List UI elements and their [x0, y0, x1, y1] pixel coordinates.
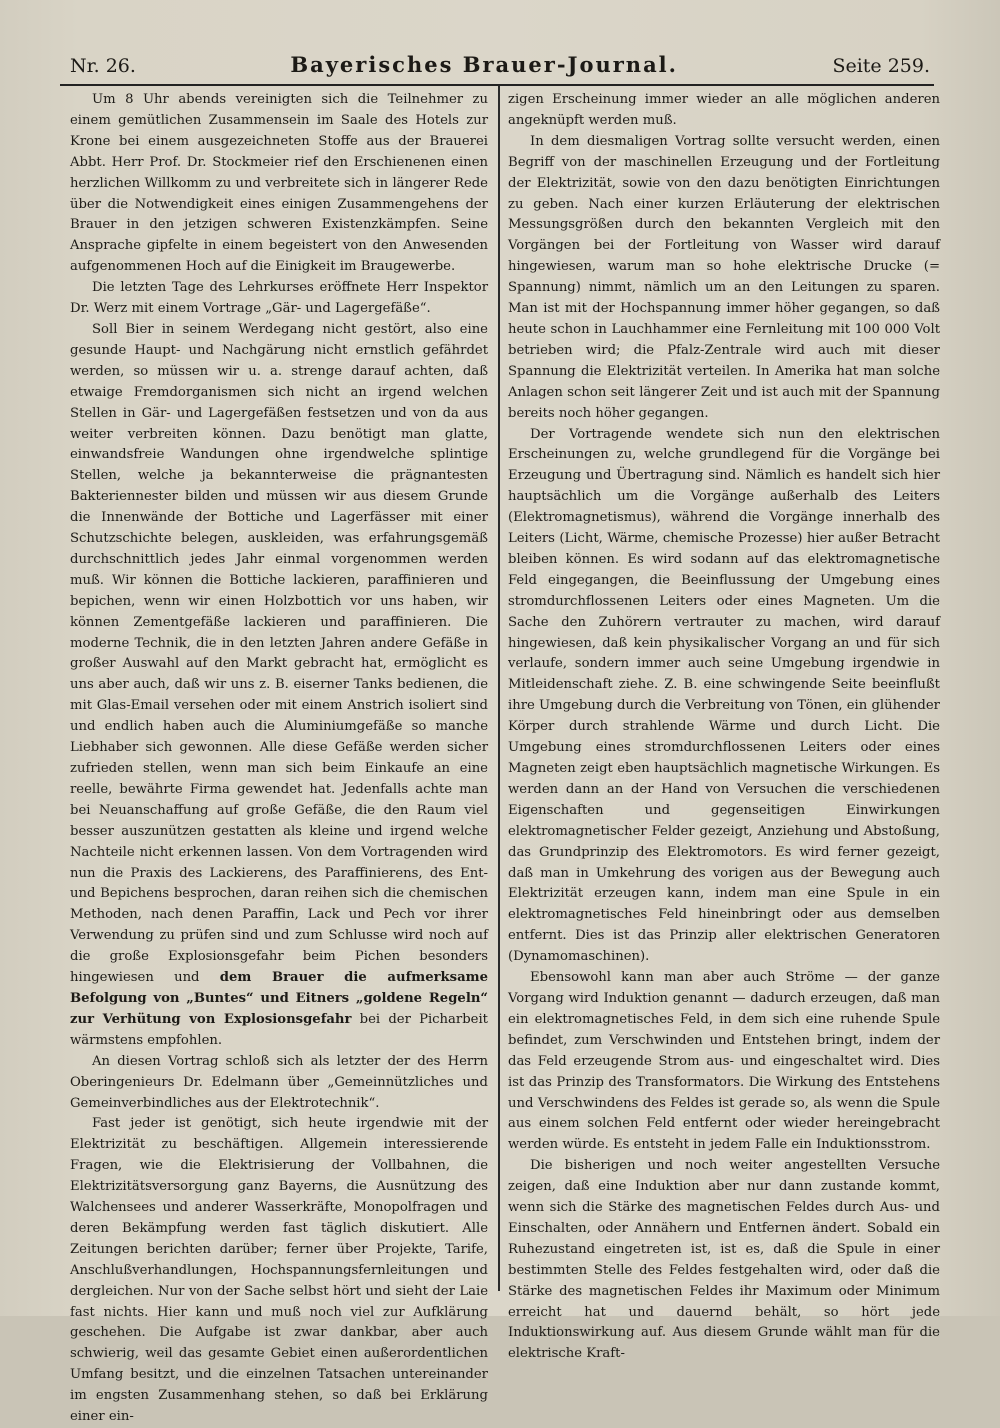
- paragraph: Um 8 Uhr abends vereinigten sich die Teilnehmer zu einem gemütlichen Zusammensein im Saale des Hotels zur Krone bei einem ausgezeichneten Stoffe aus der Brauerei Abbt. Herr Prof. Dr. Stockmeier rief den Erschienenen einen herzlichen Willkomm zu und verbreitete sich in längerer Rede über die Notwendigkeit eines einigen Zusammengehens der Brauer in den jetzigen schweren Existenzkämpfen. Seine Ansprache gipfelte in einem begeistert von den Anwesenden aufgenommenen Hoch auf die Einigkeit im Braugewerbe.: [70, 92, 488, 275]
- paragraph: [70, 320, 488, 1052]
- paragraph: zigen Erscheinung immer wieder an alle möglichen anderen angeknüpft werden muß.: [508, 92, 940, 128]
- paragraph: Fast jeder ist genötigt, sich heute irgendwie mit der Elektrizität zu beschäftigen. Allgemein interessierende Fragen, wie die Elektrisierung der Vollbahnen, die Elektrizitätsversorgung ganz Bayerns, die Ausnützung des Walchensees und anderer Wasserkräfte, Monopolfragen und deren Bekämpfung werden fast täglich diskutiert. Alle Zeitungen berichten darüber; ferner über Projekte, Tarife, Anschlußverhandlungen, Hochspannungsfernleitungen und dergleichen. Nur von der Sache selbst hört und sieht der Laie fast nichts. Hier kann und muß noch viel zur Aufklärung geschehen. Die Aufgabe ist zwar dankbar, aber auch schwierig, weil das gesamte Gebiet einen außerordentlichen Umfang besitzt, und die einzelnen Tatsachen untereinander im engsten Zusammenhang stehen, so daß bei Erklärung einer ein-: [70, 1116, 488, 1425]
- paragraph: Ebensowohl kann man aber auch Ströme — der ganze Vorgang wird Induktion genannt — dadurch erzeugen, daß man ein elektromagnetisches Feld, in dem sich eine ruhende Spule befindet, zum Verschwinden und Entstehen bringt, indem der das Feld erzeugende Strom aus- und eingeschaltet wird. Dies ist das Prinzip des Transformators. Die Wirkung des Entstehens und Verschwindens des Feldes ist gerade so, als wenn die Spule aus einem solchen Feld entfernt oder wieder hereingebracht werden würde. Es entsteht in jedem Falle ein Induktionsstrom.: [508, 970, 940, 1153]
- journal-title: Bayerisches Brauer-Journal.: [290, 52, 678, 77]
- paragraph: Der Vortragende wendete sich nun den elektrischen Erscheinungen zu, welche grundlegend für die Vorgänge bei Erzeugung und Übertragung sind. Nämlich es handelt sich hier hauptsächlich um die Vorgänge außerhalb des Leiters (Elektromagnetismus), während die Vorgänge innerhalb des Leiters (Licht, Wärme, chemische Prozesse) hier außer Betracht bleiben können. Es wird sodann auf das elektromagnetische Feld eingegangen, die Beeinflussung der Umgebung eines stromdurchflossenen Leiters oder eines Magneten. Um die Sache den Zuhörern vertrauter zu machen, wird darauf hingewiesen, daß kein physikalischer Vorgang an und für sich verlaufe, sondern immer auch seine Umgebung irgendwie in Mitleidenschaft ziehe. Z. B. eine schwingende Seite beeinflußt ihre Umgebung durch die Verbreitung von Tönen, ein glühender Körper durch strahlende Wärme und durch Licht. Die Umgebung eines stromdurchflossenen Leiters oder eines Magneten zeigt eben hauptsächlich magnetische Wirkungen. Es werden dann an der Hand von Versuchen die verschiedenen Eigenschaften und gegenseitigen Einwirkungen elektromagnetischer Felder gezeigt, Anziehung und Abstoßung, das Grundprinzip des Elektromotors. Es wird ferner gezeigt, daß man in Umkehrung des vorigen aus der Bewegung auch Elektrizität erzeugen kann, indem man eine Spule in ein elektromagnetisches Feld hineinbringt oder aus demselben entfernt. Dies ist das Prinzip aller elektrischen Generatoren (Dynamomaschinen).: [508, 426, 940, 965]
- paragraph-text: Soll Bier in seinem Werdegang nicht gestört, also eine gesunde Haupt- und Nachgärung nicht ernstlich gefährdet werden, so müssen wir u. a. strenge darauf achten, daß etwaige Fremdorganismen sich nicht an irgend welchen Stellen in Gär- und Lagergefäßen festsetzen und von da aus weiter verbreiten können. Dazu benötigt man glatte, einwandsfreie Wandungen ohne irgendwelche splintige Stellen, welche ja bekannterweise die prägnantesten Bakteriennester bilden und müssen wir aus diesem Grunde die Innenwände der Bottiche und Lagerfässer mit einer Schutzschichte belegen, auskleiden, was erfahrungsgemäß durchschnittlich jedes Jahr einmal vorgenommen werden muß. Wir können die Bottiche lackieren, paraffinieren und bepichen, wenn wir einen Holzbottich vor uns haben, wir können Zementgefäße lackieren und paraffinieren. Die moderne Technik, die in den letzten Jahren andere Gefäße in großer Auswahl auf den Markt gebracht hat, ermöglicht es uns aber auch, daß wir uns z. B. eiserner Tanks bedienen, die mit Glas-Email versehen oder mit einem Anstrich isoliert sind und endlich haben auch die Aluminiumgefäße so manche Liebhaber sich gewonnen. Alle diese Gefäße werden sicher zufrieden stellen, wenn man sich beim Einkaufe an eine reelle, bewährte Firma gewendet hat. Jedenfalls achte man bei Neuanschaffung auf große Gefäße, die den Raum viel besser auszunützen gestatten als kleine und irgend welche Nachteile nicht erkennen lassen. Von dem Vortragenden wird nun die Praxis des Lackierens, des Paraffinierens, des Ent- und Bepichens besprochen, daran reihen sich die chemischen Methoden, nach denen Paraffin, Lack und Pech vor ihrer Verwendung zu prüfen sind und zum Schlusse wird noch auf die große Explosionsgefahr beim Pichen besonders hingewiesen und: [70, 321, 488, 986]
- right-column: [508, 90, 940, 1365]
- page-header: [70, 52, 930, 82]
- header-rule: [60, 84, 934, 86]
- issue-number: Nr. 26.: [70, 55, 136, 77]
- paragraph: In dem diesmaligen Vortrag sollte versucht werden, einen Begriff von der maschinellen Erzeugung und der Fortleitung der Elektrizität, sowie von den dazu benötigten Einrichtungen zu geben. Nach einer kurzen Erläuterung der elektrischen Messungsgrößen durch den bekannten Vergleich mit den Vorgängen bei der Fortleitung von Wasser wird darauf hingewiesen, warum man so hohe elektrische Drucke (= Spannung) nimmt, nämlich um an den Leitungen zu sparen. Man ist mit der Hochspannung immer höher gegangen, so daß heute schon in Lauchhammer eine Fernleitung mit 100 000 Volt betrieben wird; die Pfalz-Zentrale wird auch mit dieser Spannung die Elektrizität verteilen. In Amerika hat man solche Anlagen schon seit längerer Zeit und ist auch mit der Spannung bereits noch höher gegangen.: [508, 133, 940, 421]
- paragraph: An diesen Vortrag schloß sich als letzter der des Herrn Oberingenieurs Dr. Edelmann über „Gemeinnützliches und Gemeinverbindliches aus der Elektrotechnik“.: [70, 1053, 488, 1111]
- bold-text: dem Brauer die aufmerksame Befolgung von „Buntes“ und Eitners „goldene Regeln“ zur Verhütung von Explosionsgefahr: [70, 970, 488, 1027]
- paragraph: Die bisherigen und noch weiter angestellten Versuche zeigen, daß eine Induktion aber nur dann zustande kommt, wenn sich die Stärke des magnetischen Feldes durch Aus- und Einschalten, oder Annähern und Entfernen ändert. Sobald ein Ruhezustand eingetreten ist, ist es, daß die Spule in einer bestimmten Stelle des Feldes festgehalten wird, oder daß die Stärke des magnetischen Feldes ihr Maximum oder Minimum erreicht hat und dauernd behält, so hört jede Induktionswirkung auf. Aus diesem Grunde wählt man für die elektrische Kraft-: [508, 1158, 940, 1362]
- page-number: Seite 259.: [832, 55, 930, 77]
- left-column: [70, 90, 488, 1428]
- paragraph: Die letzten Tage des Lehrkurses eröffnete Herr Inspektor Dr. Werz mit einem Vortrage „Gär- und Lagergefäße“.: [70, 280, 488, 317]
- paragraph-text: bei der Picharbeit wärmstens empfohlen.: [70, 1011, 488, 1048]
- column-divider: [498, 86, 500, 1291]
